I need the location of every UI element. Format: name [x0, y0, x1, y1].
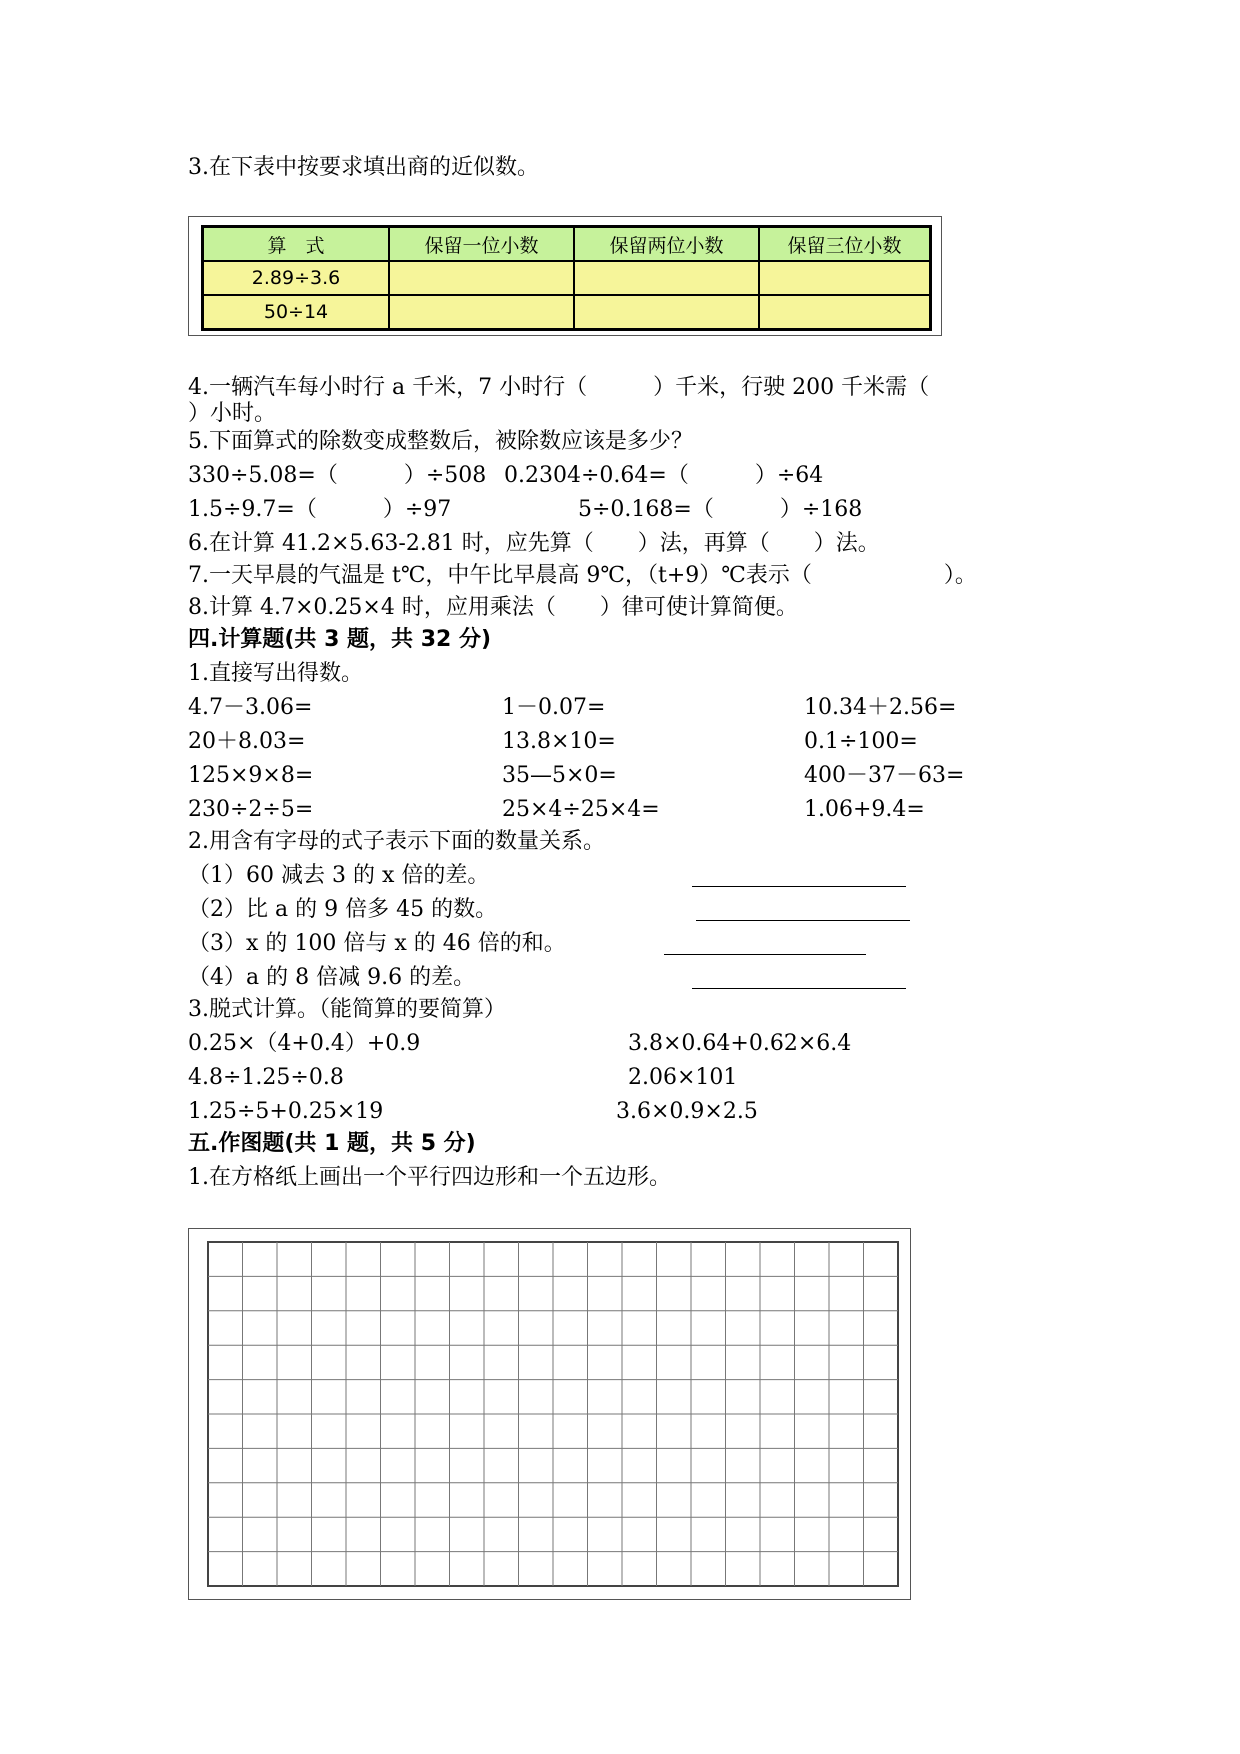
table-header-cell: 算 式 — [203, 227, 390, 262]
q8: 8.计算 4.7×0.25×4 时，应用乘法（ ）律可使计算简便。 — [188, 595, 798, 620]
step-calc-item: 0.25×（4+0.4）+0.9 — [188, 1031, 421, 1056]
step-calc-item: 4.8÷1.25÷0.8 — [188, 1065, 344, 1090]
table-header-row — [203, 227, 931, 262]
section5-title: 五.作图题(共 1 题，共 5 分) — [188, 1131, 476, 1156]
answer-line[interactable] — [692, 886, 906, 887]
table-cell[interactable] — [389, 261, 574, 295]
table-header-cell: 保留三位小数 — [759, 227, 931, 262]
expression-item: （4）a 的 8 倍减 9.6 的差。 — [188, 965, 476, 990]
q7: 7.一天早晨的气温是 t℃，中午比早晨高 9℃，（t+9）℃表示（ ）。 — [188, 563, 977, 588]
calc-item: 0.1÷100= — [804, 729, 918, 754]
calc-item: 4.7－3.06= — [188, 695, 313, 720]
q5-prompt: 5.下面算式的除数变成整数后，被除数应该是多少？ — [188, 429, 693, 454]
calc-item: 1.06+9.4= — [804, 797, 925, 822]
calc-item: 13.8×10= — [502, 729, 616, 754]
answer-line[interactable] — [696, 920, 910, 921]
expression-item: （3）x 的 100 倍与 x 的 46 倍的和。 — [188, 931, 566, 956]
q3-table-frame — [188, 216, 942, 336]
expression-item: （2）比 a 的 9 倍多 45 的数。 — [188, 897, 498, 922]
table-header-cell: 保留一位小数 — [389, 227, 574, 262]
section4-title: 四.计算题(共 3 题，共 32 分) — [188, 627, 492, 652]
table-cell[interactable] — [574, 295, 759, 330]
table-cell: 2.89÷3.6 — [203, 261, 390, 295]
s4-q2-prompt: 2.用含有字母的式子表示下面的数量关系。 — [188, 829, 605, 854]
table-row — [203, 261, 931, 295]
q3-prompt: 3.在下表中按要求填出商的近似数。 — [188, 155, 539, 180]
q5-item: 330÷5.08=（ ）÷508 — [188, 463, 487, 488]
q4-line1: 4.一辆汽车每小时行 a 千米，7 小时行（ ）千米，行驶 200 千米需（ — [188, 375, 930, 400]
calc-item: 230÷2÷5= — [188, 797, 314, 822]
table-cell[interactable] — [389, 295, 574, 330]
calc-item: 10.34＋2.56= — [804, 695, 957, 720]
s4-q1-prompt: 1.直接写出得数。 — [188, 661, 363, 686]
s5-q1-prompt: 1.在方格纸上画出一个平行四边形和一个五边形。 — [188, 1165, 671, 1190]
calc-item: 35—5×0= — [502, 763, 617, 788]
calc-item: 25×4÷25×4= — [502, 797, 660, 822]
calc-item: 125×9×8= — [188, 763, 314, 788]
answer-line[interactable] — [664, 954, 866, 955]
table-cell: 50÷14 — [203, 295, 390, 330]
q4-line2: ）小时。 — [188, 401, 277, 426]
step-calc-item: 2.06×101 — [628, 1065, 738, 1090]
q5-item: 0.2304÷0.64=（ ）÷64 — [504, 463, 824, 488]
table-header-cell: 保留两位小数 — [574, 227, 759, 262]
calc-item: 400－37－63= — [804, 763, 965, 788]
step-calc-item: 3.6×0.9×2.5 — [616, 1099, 758, 1124]
table-cell[interactable] — [574, 261, 759, 295]
table-cell[interactable] — [759, 261, 931, 295]
answer-line[interactable] — [692, 988, 906, 989]
grid-paper-frame — [188, 1228, 911, 1600]
calc-item: 1－0.07= — [502, 695, 606, 720]
q6: 6.在计算 41.2×5.63-2.81 时，应先算（ ）法，再算（ ）法。 — [188, 531, 880, 556]
q3-table — [201, 225, 932, 331]
q5-item: 1.5÷9.7=（ ）÷97 — [188, 497, 452, 522]
s4-q3-prompt: 3.脱式计算。（能简算的要简算） — [188, 997, 506, 1022]
step-calc-item: 3.8×0.64+0.62×6.4 — [628, 1031, 852, 1056]
table-row — [203, 295, 931, 330]
calc-item: 20＋8.03= — [188, 729, 306, 754]
grid-paper[interactable] — [207, 1241, 899, 1587]
q5-item: 5÷0.168=（ ）÷168 — [578, 497, 863, 522]
expression-item: （1）60 减去 3 的 x 倍的差。 — [188, 863, 490, 888]
step-calc-item: 1.25÷5+0.25×19 — [188, 1099, 384, 1124]
table-cell[interactable] — [759, 295, 931, 330]
